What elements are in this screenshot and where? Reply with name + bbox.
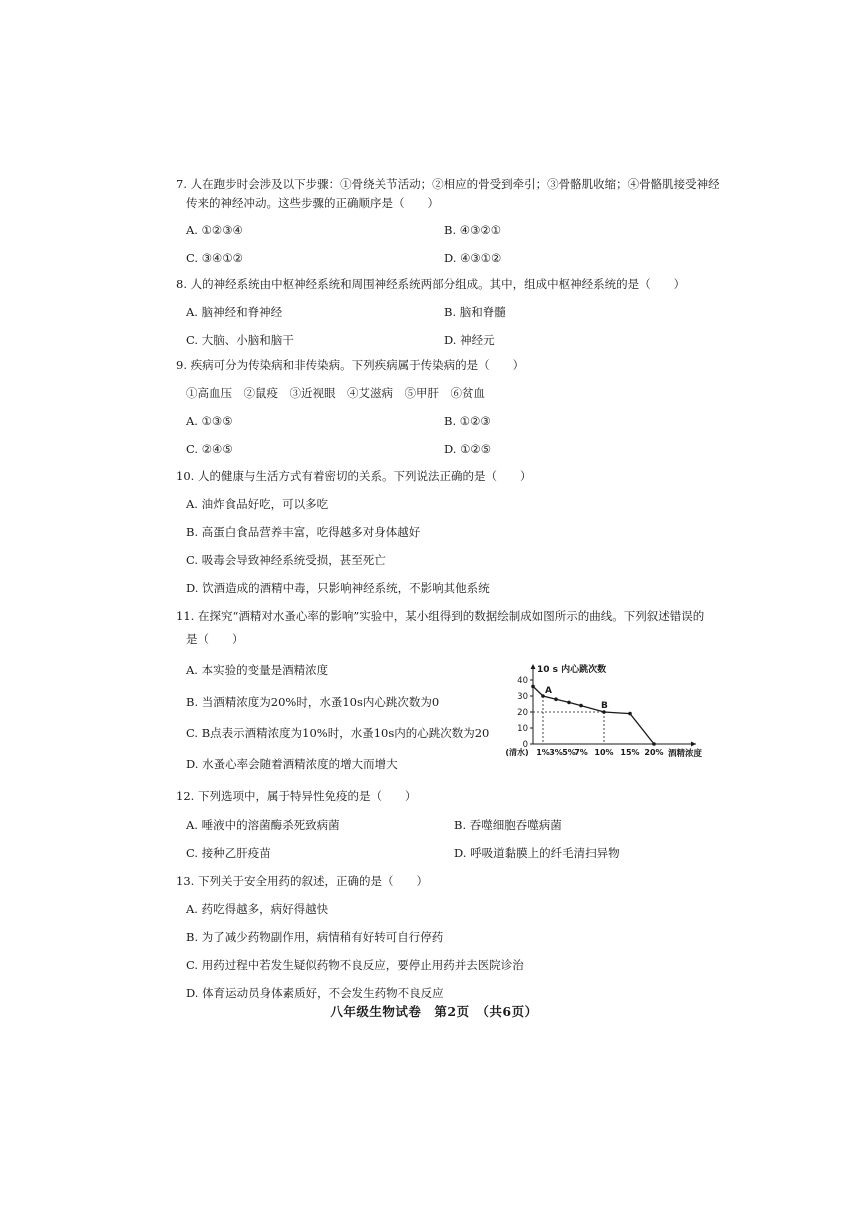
q8-option-b: B. 脑和脊髓 [444, 305, 506, 319]
y-axis-label: 10 s 内心跳次数 [537, 665, 607, 675]
y-axis-arrow [531, 664, 536, 669]
q12-option-b: B. 吞噬细胞吞噬病菌 [454, 818, 562, 832]
q13-option-c: C. 用药过程中若发生疑似药物不良反应，要停止用药并去医院诊治 [186, 958, 524, 972]
q8-stem: 8. 人的神经系统由中枢神经系统和周围神经系统两部分组成。其中，组成中枢神经系统的是（ ） [176, 277, 686, 291]
q9-option-c: C. ②④⑤ [186, 442, 233, 456]
x-tick-label: 5% [562, 748, 576, 757]
q12-option-a: A. 唾液中的溶菌酶杀死致病菌 [186, 818, 340, 832]
q7-option-b: B. ④③②① [444, 223, 502, 237]
x-tick-label: 3% [549, 748, 563, 757]
data-point [652, 742, 656, 746]
x-tick-label: 7% [574, 748, 588, 757]
x-axis-label: 酒精浓度 [668, 749, 703, 759]
q10-option-d: D. 饮酒造成的酒精中毒，只影响神经系统，不影响其他系统 [186, 581, 490, 595]
q12-option-d: D. 呼吸道黏膜上的纤毛清扫异物 [454, 846, 620, 860]
heart-rate-chart [500, 658, 730, 766]
q8-option-d: D. 神经元 [444, 333, 495, 347]
q11-option-d: D. 水蚤心率会随着酒精浓度的增大而增大 [186, 757, 398, 771]
x-tick-label: 20% [644, 748, 664, 757]
q13-option-a: A. 药吃得越多，病好得越快 [186, 902, 329, 916]
q10-stem: 10. 人的健康与生活方式有着密切的关系。下列说法正确的是（ ） [176, 469, 532, 483]
x-tick-label: 15% [620, 748, 640, 757]
q8-option-a: A. 脑神经和脊神经 [186, 305, 283, 319]
q10-option-c: C. 吸毒会导致神经系统受损，甚至死亡 [186, 553, 386, 567]
page-footer: 八年级生物试卷 第2页 （共6页） [330, 1004, 538, 1019]
q7-stem-line2: 传来的神经冲动。这些步骤的正确顺序是（ ） [186, 196, 439, 210]
data-point [628, 712, 632, 716]
q9-option-b: B. ①②③ [444, 414, 491, 428]
x-tick-label: 1% [536, 748, 550, 757]
q10-option-b: B. 高蛋白食品营养丰富，吃得越多对身体越好 [186, 525, 421, 539]
q11-stem-line1: 11. 在探究“酒精对水蚤心率的影响”实验中，某小组得到的数据绘制成如图所示的曲线。下列叙述错误的 [176, 609, 705, 623]
data-point [579, 704, 583, 708]
q11-option-a: A. 本实验的变量是酒精浓度 [186, 663, 329, 677]
q7-option-a: A. ①②③④ [186, 223, 243, 237]
q9-stem: 9. 疾病可分为传染病和非传染病。下列疾病属于传染病的是（ ） [176, 358, 525, 372]
q11-stem-line2: 是（ ） [186, 632, 244, 646]
y-tick-label: 0 [522, 740, 528, 750]
q9-option-a: A. ①③⑤ [186, 414, 233, 428]
y-tick-label: 30 [517, 692, 528, 702]
q13-option-d: D. 体育运动员身体素质好，不会发生药物不良反应 [186, 986, 444, 1000]
data-point [567, 701, 571, 705]
data-point [531, 685, 535, 689]
q7-stem-line1: 7. 人在跑步时会涉及以下步骤：①骨绕关节活动；②相应的骨受到牵引；③骨骼肌收缩；④骨骼肌接受神经 [176, 177, 720, 191]
x-tick-label: 10% [594, 748, 614, 757]
q11-option-c: C. B点表示酒精浓度为10%时，水蚤10s内的心跳次数为20 [186, 726, 490, 740]
q10-option-a: A. 油炸食品好吃，可以多吃 [186, 497, 329, 511]
q7-option-d: D. ④③①② [444, 251, 502, 265]
q12-stem: 12. 下列选项中，属于特异性免疫的是（ ） [176, 789, 417, 803]
q13-stem: 13. 下列关于安全用药的叙述，正确的是（ ） [176, 874, 428, 888]
point-label-a: A [545, 686, 552, 696]
q12-option-c: C. 接种乙肝疫苗 [186, 846, 271, 860]
q8-option-c: C. 大脑、小脑和脑干 [186, 333, 294, 347]
q9-disease-items: ①高血压 ②鼠疫 ③近视眼 ④艾滋病 ⑤甲肝 ⑥贫血 [186, 386, 485, 400]
y-tick-label: 40 [517, 676, 528, 686]
y-tick-label: 20 [517, 708, 528, 718]
q9-option-d: D. ①②⑤ [444, 442, 492, 456]
point-label-b: B [601, 701, 608, 711]
q13-option-b: B. 为了减少药物副作用，病情稍有好转可自行停药 [186, 930, 444, 944]
x-tick-label: (清水) [505, 748, 529, 757]
q7-option-c: C. ③④①② [186, 251, 243, 265]
y-tick-label: 10 [517, 724, 528, 734]
x-axis-arrow [691, 742, 696, 747]
data-point [554, 697, 558, 701]
q11-option-b: B. 当酒精浓度为20%时，水蚤10s内心跳次数为0 [186, 695, 440, 709]
